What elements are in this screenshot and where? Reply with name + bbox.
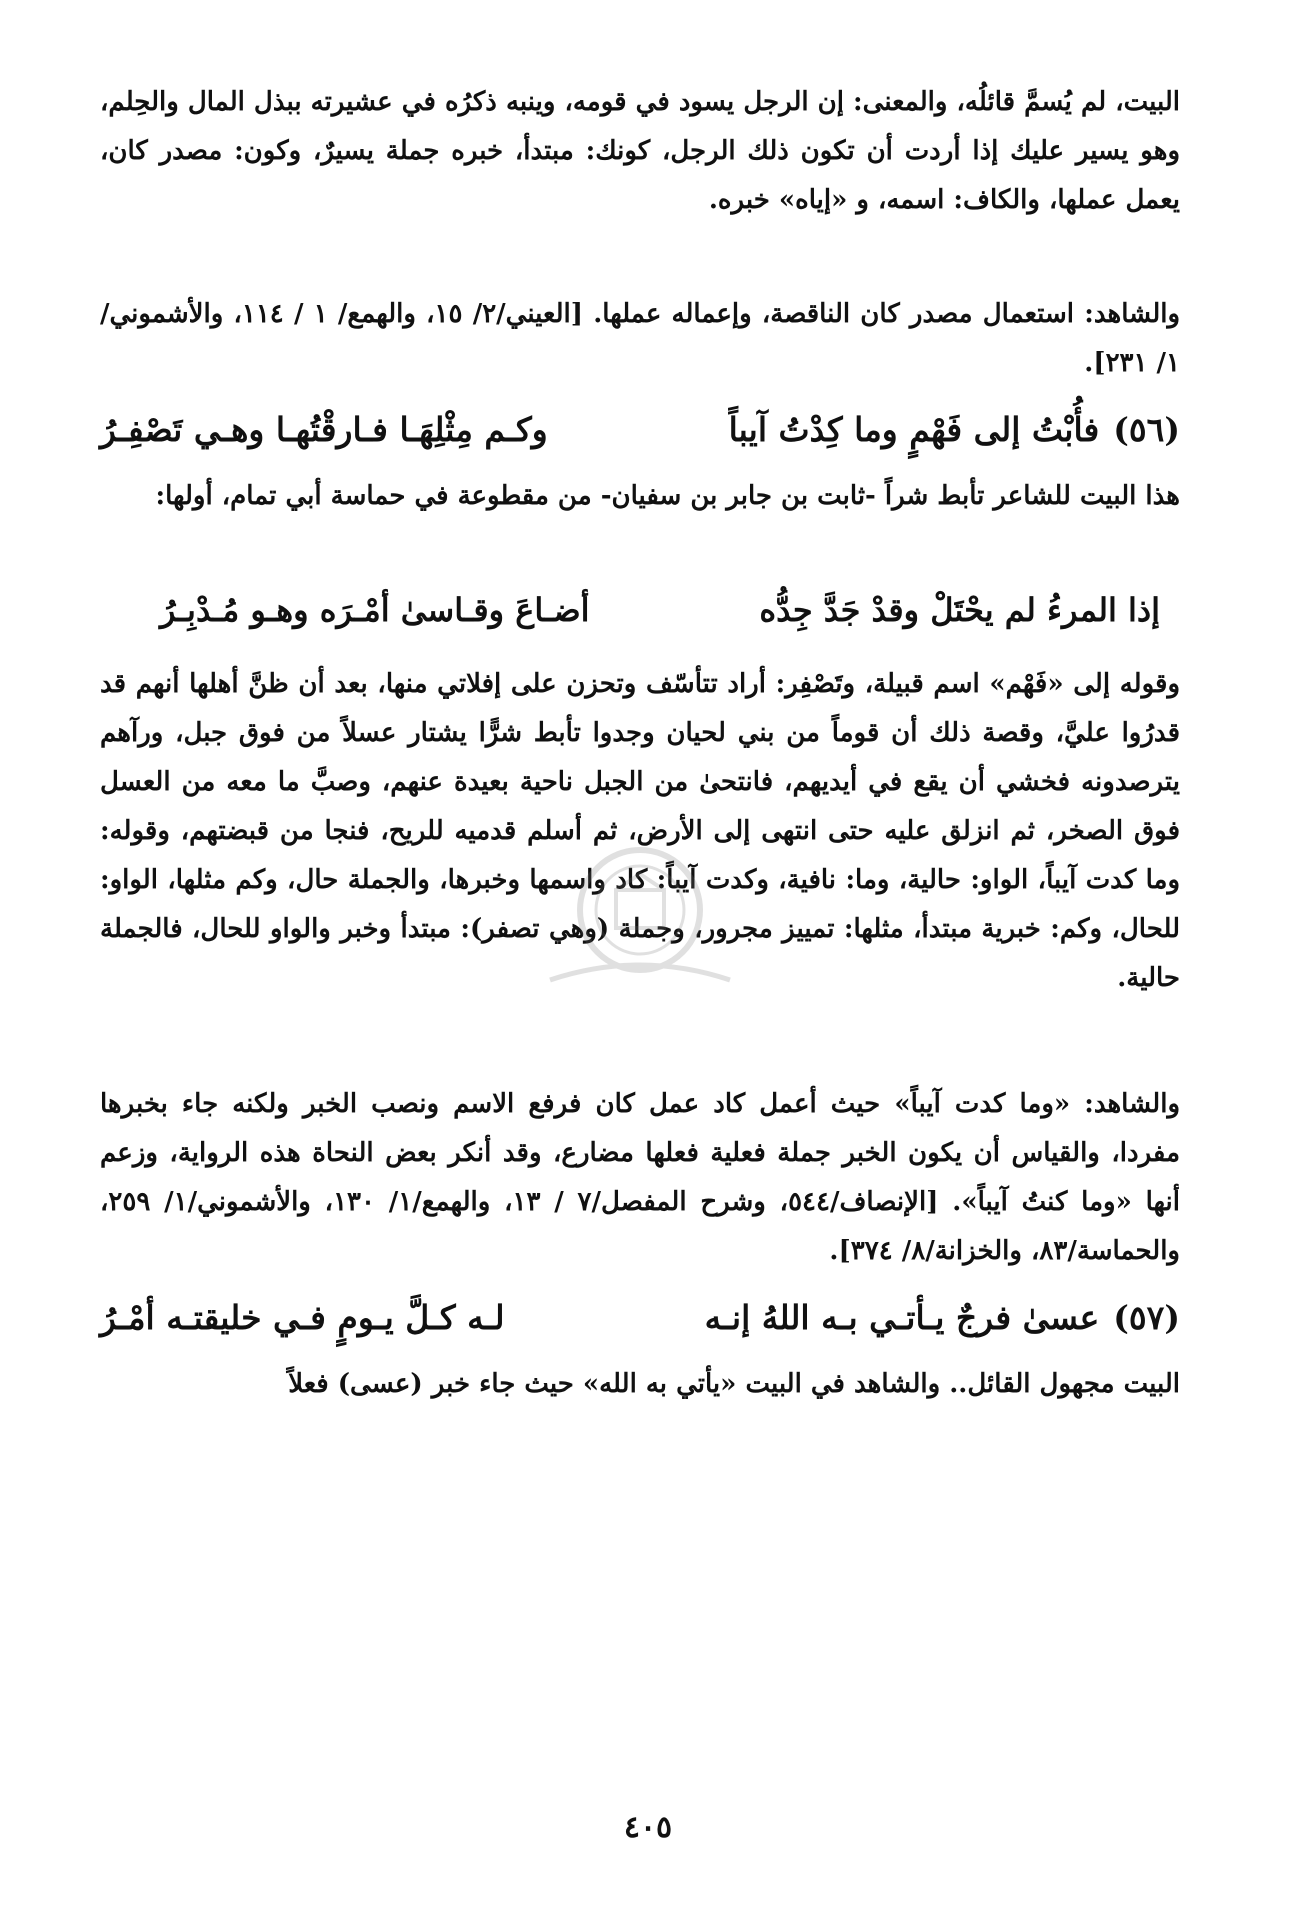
verse-hemistich-first: عسىٰ فرجٌ يـأتـي بـه اللهُ إنـه xyxy=(704,1298,1100,1337)
verse-57 xyxy=(100,1288,1180,1348)
paragraph-attribution: هذا البيت للشاعر تأبط شراً -ثابت بن جابر بن سفيان- من مقطوعة في حماسة أبي تمام، أولها: xyxy=(155,481,1180,511)
paragraph-story: وقوله إلى «فَهْم» اسم قبيلة، وتَصْفِر: أراد تتأسّف وتحزن على إفلاتي منها، بعد أن ظنَّ أهلها أنهم قد قدرُوا عليَّ، وقصة ذلك أن قوماً من بني لحيان وجدوا تأبط شرًّا يشتار عسلاً من فوق جبل، ورآهم يترصدونه فخشي أن يقع في أيديهم، فانتحىٰ من الجبل ناحية بعيدة عنهم، وصبَّ ما معه من العسل فوق الصخر، ثم انزلق عليه حتى انتهى إلى الأرض، ثم أسلم قدميه للريح، فنجا من قبضتهم، وقوله: وما كدت آيباً، الواو: حالية، وما: نافية، وكدت آيباً: كاد واسمها وخبرها، والجملة حال، وكم مثلها، الواو: للحال، وكم: خبرية مبتدأ، مثلها: تمييز مجرور، وجملة (وهي تصفر): مبتدأ وخبر والواو للحال، فالجملة حالية. xyxy=(100,669,1181,993)
verse-hemistich-second: أضـاعَ وقـاسىٰ أمْـرَه وهـو مُـدْبِـرُ xyxy=(160,591,590,629)
verse-hemistich-second: وكـم مِثْلِهَـا فـارقْتُهـا وهـي تَصْفِـرُ xyxy=(100,410,548,449)
verse-hemistich-first: إذا المرءُ لم يحْتَلْ وقدْ جَدَّ جِدُّه xyxy=(759,591,1160,629)
paragraph-final: البيت مجهول القائل.. والشاهد في البيت «يأتي به الله» حيث جاء خبر (عسى) فعلاً xyxy=(288,1369,1180,1399)
verse-opening-line xyxy=(160,580,1160,640)
verse-56 xyxy=(100,400,1180,460)
page-number: ٤٠٥ xyxy=(623,1810,673,1845)
paragraph-evidence-1: والشاهد: استعمال مصدر كان الناقصة، وإعماله عملها. [العيني/٢/ ١٥، والهمع/ ١ / ١١٤، والأشموني/١/ ٢٣١]. xyxy=(100,299,1181,378)
paragraph-evidence-2: والشاهد: «وما كدت آيباً» حيث أعمل كاد عمل كان فرفع الاسم ونصب الخبر ولكنه جاء بخبرها مفردا، والقياس أن يكون الخبر جملة فعلية فعلها مضارع، وقد أنكر بعض النحاة هذه الرواية، وزعم أنها «وما كنتُ آيباً». [الإنصاف/٥٤٤، وشرح المفصل/٧ / ١٣، والهمع/١/ ١٣٠، والأشموني/١/ ٢٥٩، والحماسة/٨٣، والخزانة/٨/ ٣٧٤]. xyxy=(100,1089,1180,1266)
paragraph-explanation: البيت، لم يُسمَّ قائلُه، والمعنى: إن الرجل يسود في قومه، وينبه ذكرُه في عشيرته ببذل المال والحِلم، وهو يسير عليك إذا أردت أن تكون ذلك الرجل، كونك: مبتدأ، خبره جملة يسيرٌ، وكون: مصدر كان، يعمل عملها، والكاف: اسمه، و «إياه» خبره. xyxy=(100,87,1180,215)
verse-hemistich-first: فأُبْتُ إلى فَهْمٍ وما كِدْتُ آيباً xyxy=(728,410,1100,449)
verse-number: (٥٧) xyxy=(1113,1298,1180,1337)
verse-hemistich-second: لـه كـلَّ يـومٍ فـي خليقتـه أمْـرُ xyxy=(100,1298,505,1337)
verse-number: (٥٦) xyxy=(1113,410,1180,449)
